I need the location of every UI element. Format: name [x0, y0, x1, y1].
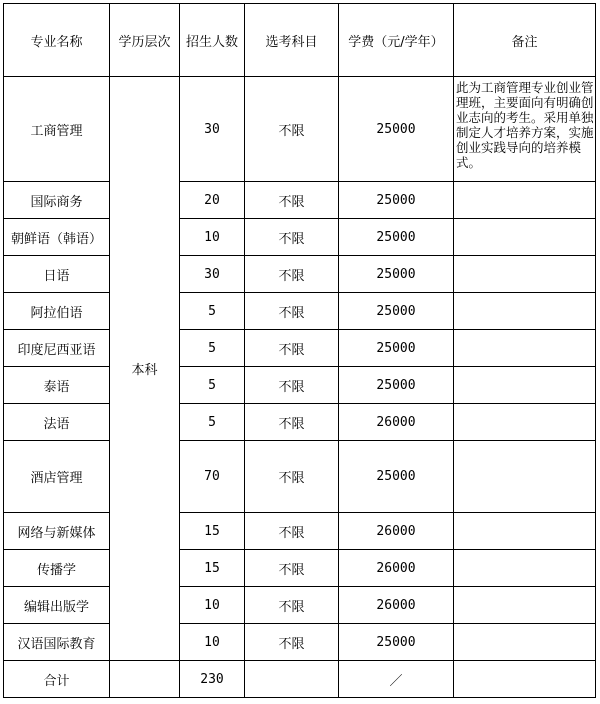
major-cell: 网络与新媒体	[4, 513, 110, 550]
major-cell: 国际商务	[4, 182, 110, 219]
count-cell: 5	[180, 330, 245, 367]
total-fee: ／	[339, 661, 454, 698]
count-cell: 30	[180, 256, 245, 293]
admissions-table	[3, 3, 596, 698]
table-row	[4, 550, 596, 587]
count-cell: 5	[180, 367, 245, 404]
subjects-cell: 不限	[245, 293, 339, 330]
total-label: 合计	[4, 661, 110, 698]
subjects-cell: 不限	[245, 513, 339, 550]
notes-cell	[454, 256, 596, 293]
notes-cell	[454, 182, 596, 219]
notes-cell	[454, 330, 596, 367]
fee-cell: 26000	[339, 587, 454, 624]
total-row	[4, 661, 596, 698]
count-cell: 30	[180, 77, 245, 182]
notes-cell: 此为工商管理专业创业管理班，主要面向有明确创业志向的考生。采用单独制定人才培养方案，实施创业实践导向的培养模式。	[454, 77, 596, 182]
table-row	[4, 293, 596, 330]
header-fee: 学费（元/学年）	[339, 4, 454, 77]
count-cell: 10	[180, 219, 245, 256]
count-cell: 20	[180, 182, 245, 219]
fee-cell: 25000	[339, 293, 454, 330]
fee-cell: 26000	[339, 513, 454, 550]
count-cell: 70	[180, 441, 245, 513]
table-row	[4, 219, 596, 256]
fee-cell: 25000	[339, 182, 454, 219]
major-cell: 日语	[4, 256, 110, 293]
notes-cell	[454, 441, 596, 513]
total-level	[110, 661, 180, 698]
major-cell: 阿拉伯语	[4, 293, 110, 330]
count-cell: 15	[180, 550, 245, 587]
header-subjects: 选考科目	[245, 4, 339, 77]
table-row	[4, 624, 596, 661]
table-row	[4, 587, 596, 624]
table-row	[4, 513, 596, 550]
subjects-cell: 不限	[245, 330, 339, 367]
count-cell: 5	[180, 404, 245, 441]
notes-cell	[454, 367, 596, 404]
subjects-cell: 不限	[245, 404, 339, 441]
subjects-cell: 不限	[245, 77, 339, 182]
total-count: 230	[180, 661, 245, 698]
major-cell: 传播学	[4, 550, 110, 587]
fee-cell: 25000	[339, 77, 454, 182]
subjects-cell: 不限	[245, 182, 339, 219]
table-row	[4, 182, 596, 219]
major-cell: 印度尼西亚语	[4, 330, 110, 367]
major-cell: 工商管理	[4, 77, 110, 182]
table-row	[4, 404, 596, 441]
total-subjects	[245, 661, 339, 698]
major-cell: 编辑出版学	[4, 587, 110, 624]
header-major: 专业名称	[4, 4, 110, 77]
count-cell: 5	[180, 293, 245, 330]
fee-cell: 25000	[339, 219, 454, 256]
notes-cell	[454, 550, 596, 587]
subjects-cell: 不限	[245, 624, 339, 661]
subjects-cell: 不限	[245, 219, 339, 256]
major-cell: 泰语	[4, 367, 110, 404]
major-cell: 酒店管理	[4, 441, 110, 513]
fee-cell: 25000	[339, 256, 454, 293]
table-row	[4, 330, 596, 367]
header-level: 学历层次	[110, 4, 180, 77]
subjects-cell: 不限	[245, 367, 339, 404]
total-note	[454, 661, 596, 698]
table-row	[4, 367, 596, 404]
fee-cell: 25000	[339, 330, 454, 367]
major-cell: 法语	[4, 404, 110, 441]
table-row	[4, 256, 596, 293]
count-cell: 15	[180, 513, 245, 550]
fee-cell: 25000	[339, 441, 454, 513]
level-cell: 本科	[110, 77, 180, 661]
major-cell: 朝鲜语（韩语）	[4, 219, 110, 256]
notes-cell	[454, 587, 596, 624]
subjects-cell: 不限	[245, 550, 339, 587]
notes-cell	[454, 219, 596, 256]
notes-cell	[454, 404, 596, 441]
table-row	[4, 441, 596, 513]
major-cell: 汉语国际教育	[4, 624, 110, 661]
fee-cell: 26000	[339, 404, 454, 441]
notes-cell	[454, 624, 596, 661]
table-header-row	[4, 4, 596, 77]
subjects-cell: 不限	[245, 441, 339, 513]
fee-cell: 25000	[339, 367, 454, 404]
fee-cell: 26000	[339, 550, 454, 587]
notes-cell	[454, 293, 596, 330]
notes-cell	[454, 513, 596, 550]
table-row	[4, 77, 596, 182]
fee-cell: 25000	[339, 624, 454, 661]
count-cell: 10	[180, 624, 245, 661]
count-cell: 10	[180, 587, 245, 624]
header-count: 招生人数	[180, 4, 245, 77]
subjects-cell: 不限	[245, 587, 339, 624]
header-notes: 备注	[454, 4, 596, 77]
subjects-cell: 不限	[245, 256, 339, 293]
